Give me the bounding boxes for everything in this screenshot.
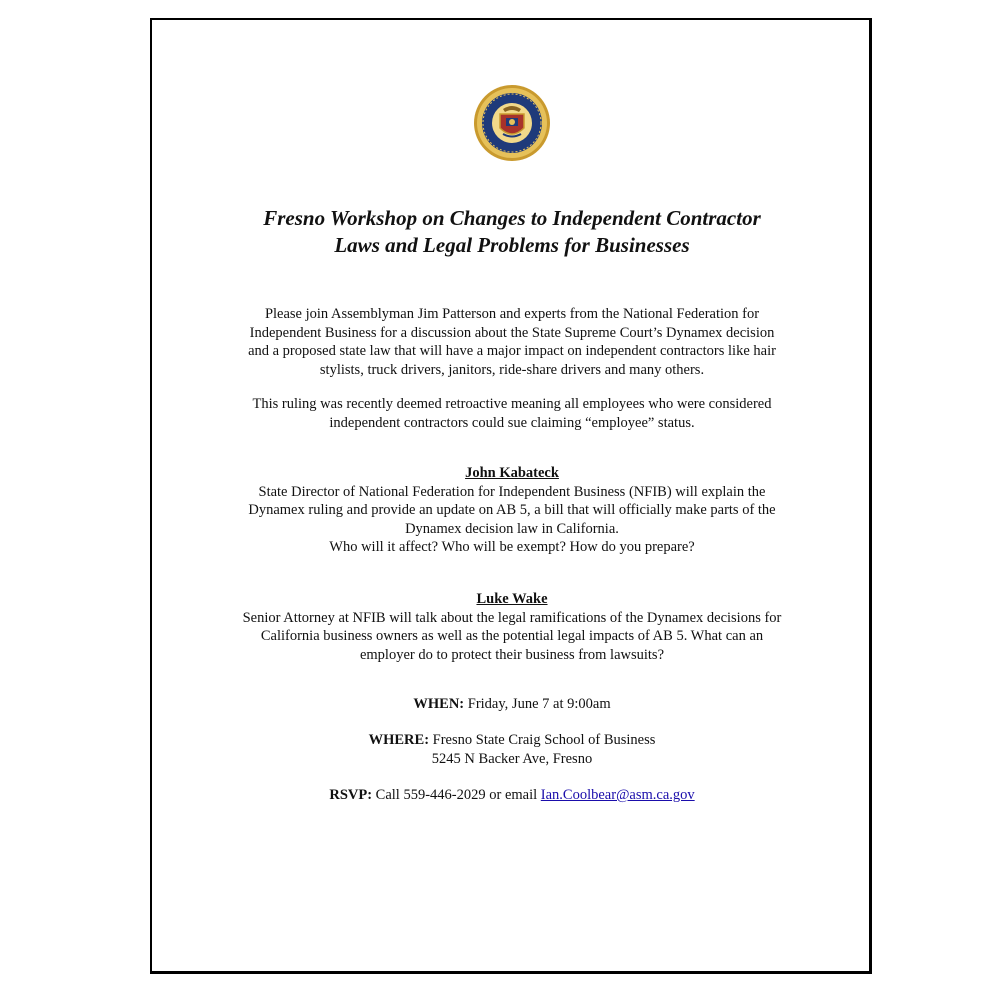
when-value: Friday, June 7 at 9:00am — [467, 696, 611, 712]
rsvp-label: RSVP: — [329, 787, 373, 803]
speaker-desc-line: Dynamex decision law in California. — [405, 520, 619, 537]
where-label: WHERE: — [368, 732, 430, 748]
rsvp-email-link[interactable]: Ian.Coolbear@asm.ca.gov — [540, 787, 695, 803]
intro-paragraph — [152, 305, 872, 379]
speaker-desc-line: California business owners as well as the potential legal impacts of AB 5. What can an — [260, 628, 764, 644]
intro-line: and a proposed state law that will have a major impact on independent contractors like hair — [248, 343, 776, 359]
when-label: WHEN: — [413, 696, 465, 712]
ruling-line: independent contractors could sue claiming “employee” status. — [329, 414, 695, 431]
ruling-line: This ruling was recently deemed retroactive meaning all employees who were considered — [252, 396, 772, 412]
rsvp-text: Call 559-446-2029 or email — [375, 787, 538, 803]
speaker-name: John Kabateck — [465, 465, 559, 481]
speaker-desc-line: employer do to protect their business from lawsuits? — [359, 646, 665, 663]
speaker-kabateck — [152, 464, 872, 557]
when-line — [152, 695, 872, 714]
speaker-desc-line: Senior Attorney at NFIB will talk about the legal ramifications of the Dynamex decisions for — [242, 609, 782, 626]
speaker-desc-line: State Director of National Federation for Independent Business (NFIB) will explain the — [258, 483, 766, 500]
speaker-desc-line: Dynamex ruling and provide an update on AB 5, a bill that will officially make parts of the — [248, 502, 776, 518]
where-address: 5245 N Backer Ave, Fresno — [431, 750, 593, 767]
intro-line: stylists, truck drivers, janitors, ride-share drivers and many others. — [319, 361, 705, 378]
workshop-title — [152, 205, 872, 259]
ruling-paragraph — [152, 395, 872, 432]
california-assembly-seal — [473, 84, 551, 162]
title-line-1: Fresno Workshop on Changes to Independent Contractor — [263, 206, 761, 230]
title-line-2: Laws and Legal Problems for Businesses — [334, 233, 690, 257]
intro-line: Please join Assemblyman Jim Patterson and experts from the National Federation for — [264, 306, 760, 322]
speaker-wake — [152, 590, 872, 664]
where-block — [152, 731, 872, 768]
speaker-name: Luke Wake — [476, 591, 548, 607]
rsvp-line — [152, 786, 872, 805]
intro-line: Independent Business for a discussion about the State Supreme Court’s Dynamex decision — [249, 324, 775, 341]
speaker-desc-line: Who will it affect? Who will be exempt? How do you prepare? — [329, 539, 695, 555]
where-value: Fresno State Craig School of Business — [432, 732, 656, 748]
